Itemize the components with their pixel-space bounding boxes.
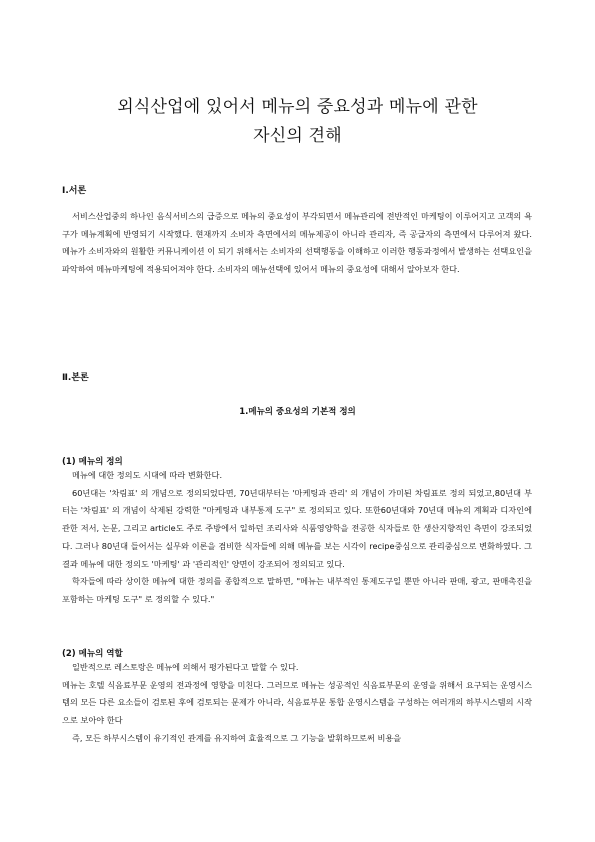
document-title-line-2: 자신의 견해 xyxy=(253,126,342,146)
section-heading-intro: Ⅰ.서론 xyxy=(62,186,87,196)
part1-line: 메뉴에 대한 정의도 시대에 따라 변화한다. xyxy=(72,470,223,480)
part2-body xyxy=(62,659,532,748)
subsection-title: 1.메뉴의 중요성의 기본적 정의 xyxy=(239,407,356,417)
section-heading-body: Ⅱ.본론 xyxy=(62,373,89,383)
intro-text: 서비스산업중의 하나인 음식서비스의 급증으로 메뉴의 중요성이 부각되면서 메뉴관리에 전반적인 마케팅이 이루어지고 고객의 욕구가 메뉴계획에 반영되기 시작했다. 현재까지 소비자 측면에서의 메뉴제공이 아니라 관리자, 즉 공급자의 측면에서 다루어져 왔다. 메뉴가 소비자와의 원활한 커뮤니케이션 이 되기 위해서는 소비자의 선택행동을 이해하고 이러한 행동과정에서 발생하는 선택요인을 파악하여 메뉴마케팅에 적용되어져야 한다. 소비자의 메뉴선택에 있어서 메뉴의 중요성에 대해서 알아보자 한다. xyxy=(62,211,532,275)
part2-heading: (2) 메뉴의 역할 xyxy=(62,649,123,659)
document-title-line-1: 외식산업에 있어서 메뉴의 중요성과 메뉴에 관한 xyxy=(117,97,478,117)
intro-paragraph xyxy=(62,208,532,279)
part1-body xyxy=(62,467,532,609)
part2-line: 메뉴는 호텔 식음료부문 운영의 전과정에 영향을 미친다. 그러므로 메뉴는 성공적인 식음료부문의 운영을 위해서 요구되는 운영시스템의 모든 다른 요소들이 검토된 후에 검토되는 문제가 아니라, 식음료부문 통합 운영시스템을 구성하는 여러개의 하부시스템의 시작으로 보아야 한다 xyxy=(62,679,532,726)
part2-line: 즉, 모든 하부시스템이 유기적인 관계를 유지하여 효율적으로 그 기능을 발휘하므로써 비용을 xyxy=(72,732,402,743)
part1-heading: (1) 메뉴의 정의 xyxy=(62,457,123,467)
part2-line: 일반적으로 레스토랑은 메뉴에 의해서 평가된다고 말할 수 있다. xyxy=(72,662,299,672)
part1-line: 학자들에 따라 상이한 메뉴에 대한 정의를 종합적으로 말하면, "메뉴는 내부적인 통제도구일 뿐만 아니라 판매, 광고, 판매촉진을 포함하는 마케팅 도구" 로 정의할 수 있다." xyxy=(62,576,532,604)
part1-line: 60년대는 '차림표' 의 개념으로 정의되었다면, 70년대부터는 '마케팅과 관리' 의 개념이 가미된 차림표로 정의 되었고,80년대 부터는 '차림표' 의 개념이 삭제된 강력한 "마케팅과 내부통제 도구" 로 정의되고 있다. 또한60년대와 70년대 메뉴의 계획과 디자인에 관한 저서, 논문, 그리고 article도 주로 주방에서 일하던 조리사와 식품영양학을 전공한 식자들로 한 생산지향적인 측면이 강조되었다. 그러나 80년대 들어서는 실무와 이론을 겸비한 식자들에 의해 메뉴를 보는 시각이 recipe중심으로 관리중심으로 변화하였다. 그 결과 메뉴에 대한 정의도 '마케팅' 과 '관리적인' 양면이 강조되어 정의되고 있다. xyxy=(62,487,532,569)
